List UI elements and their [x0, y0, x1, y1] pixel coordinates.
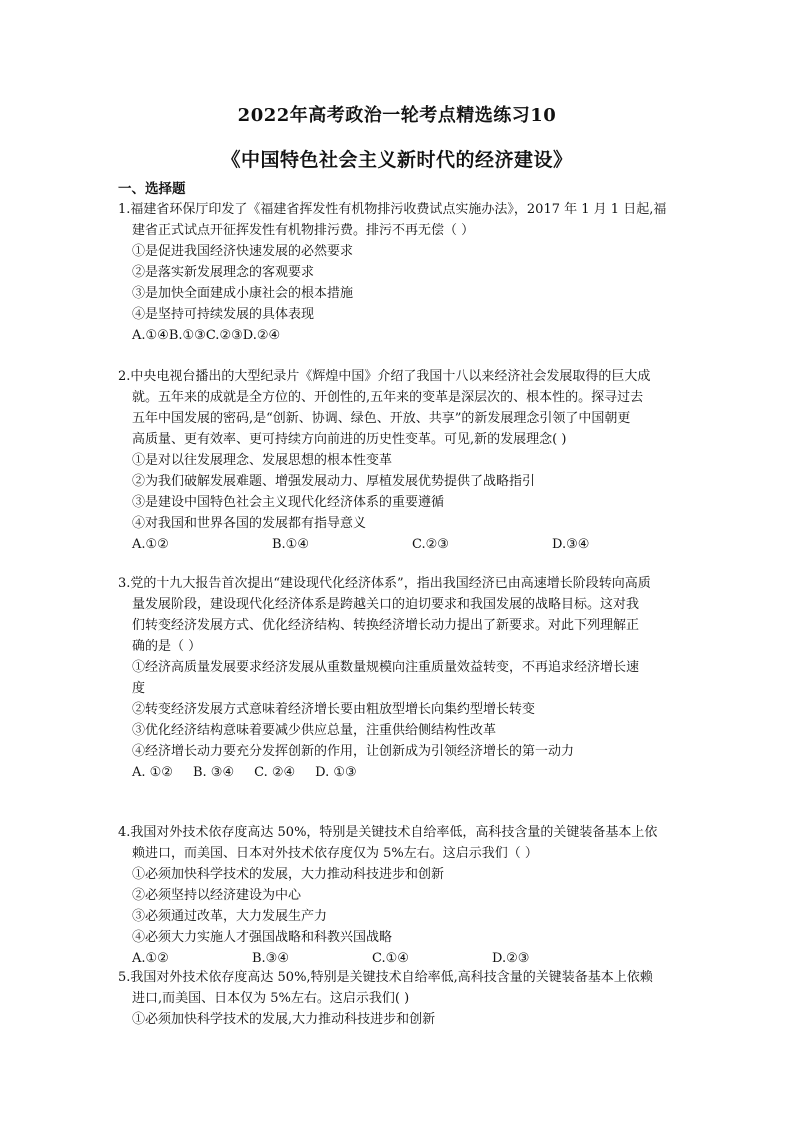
option-b: B.③④ — [252, 951, 289, 966]
statement-2: ②为我们破解发展难题、增强发展动力、厚植发展优势提供了战略指引 — [132, 474, 536, 489]
statement-3: ③是加快全面建成小康社会的根本措施 — [132, 286, 354, 301]
statement-4: ④必须大力实施人才强国战略和科教兴国战略 — [132, 930, 393, 945]
option-d: D.③④ — [552, 537, 590, 552]
statement-1: ①是促进我国经济快速发展的必然要求 — [132, 244, 354, 259]
option-d: D. ①③ — [315, 765, 357, 780]
answer-options — [118, 534, 684, 555]
question-stem: 量发展阶段，建设现代化经济体系是跨越关口的迫切要求和我国发展的战略目标。这对我 — [132, 597, 640, 612]
option-d: D.②③ — [492, 951, 530, 966]
question-stem: 3.党的十九大报告首次提出“建设现代化经济体系”，指出我国经济已由高速增长阶段转向高质 — [118, 576, 651, 591]
option-a: A. ①② — [132, 765, 173, 780]
option-a: A.①② — [132, 537, 169, 552]
option-b: B. ③④ — [192, 765, 235, 780]
question-stem: 就。五年来的成就是全方位的、开创性的,五年来的变革是深层次的、根本性的。探寻过去 — [132, 390, 644, 405]
question-4 — [118, 822, 684, 969]
statement-1: ①必须加快科学技术的发展,大力推动科技进步和创新 — [132, 1012, 436, 1027]
question-stem: 们转变经济发展方式、优化经济结构、转换经济增长动力提出了新要求。对此下列理解正 — [132, 618, 640, 633]
option-a: A.①② — [132, 951, 169, 966]
question-stem: 1.福建省环保厅印发了《福建省挥发性有机物排污收费试点实施办法》，2017 年 1 月 1 日起,福 — [118, 202, 667, 217]
answer-options: A.①④B.①③C.②③D.②④ — [132, 328, 281, 343]
statement-2: ②是落实新发展理念的客观要求 — [132, 265, 315, 280]
document-title: 2022年高考政治一轮考点精选练习10 — [237, 105, 557, 126]
option-c: C. ②④ — [254, 765, 296, 780]
question-3 — [118, 573, 684, 783]
statement-2: ②必须坚持以经济建设为中心 — [132, 888, 302, 903]
statement-1: ①必须加快科学技术的发展，大力推动科技进步和创新 — [132, 867, 445, 882]
option-c: C.②③ — [412, 537, 449, 552]
statement-2: ②转变经济发展方式意味着经济增长要由粗放型增长向集约型增长转变 — [132, 702, 536, 717]
option-b: B.①④ — [272, 537, 309, 552]
statement-4: ④经济增长动力要充分发挥创新的作用，让创新成为引领经济增长的第一动力 — [132, 744, 575, 759]
statement-4: ④是坚持可持续发展的具体表现 — [132, 307, 315, 322]
document-subtitle: 《中国特色社会主义新时代的经济建设》 — [221, 149, 573, 171]
question-stem: 确的是（ ） — [132, 639, 202, 654]
statement-3: ③优化经济结构意味着要减少供应总量，注重供给侧结构性改革 — [132, 723, 497, 738]
question-2 — [118, 366, 684, 555]
answer-options — [118, 948, 684, 969]
statement-1-cont: 度 — [132, 681, 146, 696]
statement-1: ①经济高质量发展要求经济发展从重数量规模向注重质量效益转变，不再追求经济增长速 — [132, 660, 640, 675]
question-stem: 五年中国发展的密码,是“创新、协调、绿色、开放、共享”的新发展理念引领了中国朝更 — [132, 411, 631, 426]
section-heading: 一、选择题 — [118, 181, 186, 197]
question-stem: 赖进口，而美国、日本对外技术依存度仅为 5%左右。这启示我们（ ） — [132, 846, 538, 861]
question-stem: 进口,而美国、日本仅为 5%左右。这启示我们( ) — [132, 991, 410, 1006]
option-c: C.①④ — [372, 951, 409, 966]
question-stem: 高质量、更有效率、更可持续方向前进的历史性变革。可见,新的发展理念( ) — [132, 432, 567, 447]
question-stem: 5.我国对外技术依存度高达 50%,特别是关键技术自给率低,高科技含量的关键装备基本上依赖 — [118, 970, 653, 985]
statement-1: ①是对以往发展理念、发展思想的根本性变革 — [132, 453, 393, 468]
question-5 — [118, 967, 684, 1030]
question-1 — [118, 199, 684, 346]
statement-3: ③必须通过改革，大力发展生产力 — [132, 909, 328, 924]
question-stem: 2.中央电视台播出的大型纪录片《辉煌中国》介绍了我国十八以来经济社会发展取得的巨大成 — [118, 369, 651, 384]
statement-4: ④对我国和世界各国的发展都有指导意义 — [132, 516, 367, 531]
statement-3: ③是建设中国特色社会主义现代化经济体系的重要遵循 — [132, 495, 445, 510]
question-stem: 建省正式试点开征挥发性有机物排污费。排污不再无偿（ ） — [132, 223, 475, 238]
answer-options — [118, 762, 684, 783]
question-stem: 4.我国对外技术依存度高达 50%，特别是关键技术自给率低，高科技含量的关键装备基本上依 — [118, 825, 658, 840]
